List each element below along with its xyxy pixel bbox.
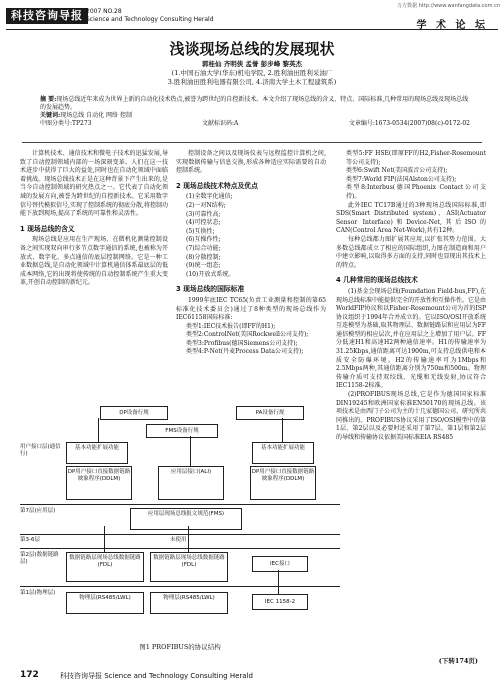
keywords-label: 关键词: <box>40 112 61 119</box>
section-3-heading: 3 现场总线的国际标准 <box>176 285 245 294</box>
basic-function-box-left: 基本功能扩展功能 <box>66 442 128 464</box>
not-used-label: 未使用 <box>170 537 187 543</box>
abstract-body: 现场总线近年来成为世界上新的自动化技术热点,被誉为跨世纪的自控新技术。本文介绍了现场总线的含义、特点、国际标准,几种常用的现场总线及现场总线的发展趋势。 <box>40 96 469 111</box>
iec-physical-box: IEC 1158-2 <box>252 594 308 610</box>
feature-item: (1)全数字化通信; <box>186 193 233 201</box>
affiliation-line-1: (1.中国石油大学(华东)机电学院, 2.胜利油田胜利采油厂 <box>171 69 333 77</box>
physical-layer-box-right: 物理层(RS485/LWL) <box>150 592 228 614</box>
section-name: 学 术 论 坛 <box>416 20 488 31</box>
column-1 <box>20 150 168 288</box>
page-number: 172 <box>20 670 39 680</box>
header-divider <box>6 29 498 30</box>
journal-issue <box>86 8 214 24</box>
standard-type-item: 类型8:Interbus(德国Phoenix Contact公司支持)。 <box>346 184 486 200</box>
author-names: 郭桂仙 齐明侠 孟誉 彭步峰 黎英杰 <box>201 60 303 68</box>
connector-line <box>104 526 105 552</box>
issue-number: 2007 NO.28 <box>86 8 122 15</box>
feature-item: (8)分散控制; <box>186 253 221 261</box>
keywords-line <box>40 112 470 120</box>
section-4-heading: 4 几种常用的现场总线技术 <box>336 276 418 285</box>
article-number: 文章编号:1673-0534(2007)08(c)-0172-02 <box>348 120 470 127</box>
feature-item: (10)开放式系统。 <box>186 270 235 278</box>
profibus-protocol-figure <box>20 404 340 636</box>
dp-user-interface-box: DP用户接口直接数据链路映象程序(DDLM) <box>66 466 132 500</box>
continued-note: (下转174页) <box>438 657 478 665</box>
feature-item: (3)可靠性高; <box>186 210 221 218</box>
paper-title: 浅谈现场总线的发展现状 <box>169 40 335 58</box>
fms-application-layer-box: 应用层现场总线报文规范(FMS) <box>130 508 242 530</box>
connector-line <box>190 436 191 466</box>
section-1-heading: 1 现场总线的含义 <box>20 224 75 233</box>
physical-layer-box-left: 物理层(RS485/LWL) <box>66 592 144 614</box>
column-2 <box>176 150 326 357</box>
page-footer <box>0 668 504 685</box>
connector-line <box>282 418 283 442</box>
layer-7-label: 第7层(应用层) <box>20 508 56 514</box>
dp-profile-box: DP设备行规 <box>100 406 168 420</box>
standard-type-item: 类型2:ControlNet(美国Rockwell公司支持); <box>186 331 309 339</box>
feature-item: (2)一对N结构; <box>186 201 226 209</box>
abstract-divider <box>22 142 482 143</box>
fms-profile-box: FMS设备行规 <box>146 424 218 438</box>
abstract-label: 摘 要: <box>40 96 57 103</box>
affiliation-line-2: 3.胜利油田胜利电器有限公司, 4.济南大学土木工程建筑系) <box>167 78 337 86</box>
standard-type-item: 类型1:IEC技术报告(即FF的H1); <box>186 322 276 330</box>
figure-caption: 图1 PROFIBUS的协议结构 <box>139 643 221 651</box>
journal-english-name: Science and Technology Consulting Herald <box>86 16 214 23</box>
document-code: 文献标识码:A <box>201 120 239 127</box>
user-interface-layer-label: 用户接口层(通信行) <box>20 444 61 457</box>
intro-paragraph: 计算机技术、通信技术和微电子技术的迅猛发展,导致了自动控制领域内部的一场深刻变革。人们在这一技术进步中获得了巨大的益处,同时也在自动化领域中面临着挑战。现场总线技术正是在这种背景下产生出来的,是当今自动控制领域的研究热点之一。它代表了自动化领域的发展方向,被誉为跨世纪的自控新技术。它采用数字信号替代模拟信号,实现了控制系统的彻底分散,将控制功能下放到现场,提高了系统的可靠性和灵活性。 <box>20 150 168 218</box>
feature-item: (7)综合功能; <box>186 244 221 252</box>
section-3-paragraph: 1999年底IEC TC65(负责工业测量和控制的第65标准化技术委员会)通过了8种类型的现场总线作为IEC61158国际标准: <box>176 296 326 322</box>
application-layer-interface-box: 应用层接口(ALI) <box>158 466 224 500</box>
data-link-layer-box-left: 数据链路层现场总线数据链路(FDL) <box>66 552 144 582</box>
layer-1-label: 第1层(物理层) <box>20 590 56 596</box>
layer-divider <box>20 504 340 505</box>
standard-type-item: 类型7:World FIP(法国Alston公司支持); <box>346 175 457 183</box>
keywords: 现场总线 自动化 网络 控制 <box>60 112 132 119</box>
footer-journal-name: 科技咨询导报 Science and Technology Consulting Herald <box>60 672 253 680</box>
connector-line <box>98 418 99 442</box>
section-1-paragraph: 现场总线是应用在生产现场、在微机化测量控制设备之间实现双向串行多节点数字通信的系统,也被称为开放式、数字化、多点通信的底层控制网络。它是一种工业数据总线,是自动化领域中计算机通信体系最底层的低成本网络,它的出现将使传统的自动控制系统产生重大变革,开创自动控制的新纪元。 <box>20 236 168 287</box>
feature-item: (4)可控状态; <box>186 219 221 227</box>
pa-profile-box: PA设备行规 <box>236 406 304 420</box>
feature-item: (5)互换性; <box>186 227 215 235</box>
journal-header <box>0 0 504 30</box>
section-2-heading: 2 现场总线技术特点及优点 <box>176 181 258 190</box>
standard-type-item: 类型6:Swift Net(美国波音公司支持); <box>346 167 448 175</box>
basic-function-box-right: 基本功能扩展功能 <box>252 442 314 464</box>
classification-line <box>40 120 470 128</box>
abstract-text <box>40 96 470 112</box>
data-link-layer-box-right: 数据链路层现场总线数据链路(FDL) <box>150 552 228 582</box>
author-block <box>0 60 504 87</box>
profibus-paragraph: (2)PROFIBUS现场总线,它是作为德国国家标准DIN19245和欧洲国家标准EN50170的现场总线。该项技术是由西门子公司为主的十几家德国公司、研究所共同推出的。PROFIBUS协议采用了ISO/OSI模型中的第1层、第2层以及必要时还采用了第7层。第1层和第2层的导线和传输协议依据美国标准EIA RS485 <box>336 391 487 441</box>
connector-line <box>188 526 189 552</box>
layer-divider <box>20 534 340 535</box>
feature-item: (9)统一组态; <box>186 262 221 270</box>
standard-type-item: 类型4:P-Net(丹麦Process Data公司支持); <box>186 348 304 356</box>
col3-paragraph-2: 每种总线都力图扩展其应用,以扩张其势力范围。大多数总线都成立了相应的国际组织,力图在制造商和用户中建立影响,以取得多方面的支持,同时也显现出其技术上的特点。 <box>336 235 486 269</box>
layer-3-6-label: 第3-6层 <box>20 537 40 543</box>
feature-item: (6)互操作性; <box>186 236 221 244</box>
layer-divider <box>20 586 340 587</box>
iec-interface-box: IEC接口 <box>252 556 308 572</box>
ff-paragraph: (1)基金会现场总线(Foundation Field-bus,FF),在现场总线标准中能提供完全的开放性和互操作性。它是由WorldFIP协议和以Fisher-Rosemount公司为首的ISP协议组织于1994年合并成立的。它以ISO/OSI开放系统互连模型为基础,取其物理层、数据链路层和应用层为FF通信模型的相应层次,并在应用层之上增加了用户层。FF分低速H1和高速H2两种通信速率。H1的传输速率为31.25Kbps,通信距离可达1900m,可支持总线供电和本质安全防爆环境。H2的传输速率可为1Mbps和2.5Mbps两种,其通信距离分别为750m和500m。物理传输介质可支持双绞线、光缆和无线发射,协议符合IEC1158-2标准。 <box>336 287 487 390</box>
watermark-url: 万方数据 http://www.wanfangdata.com.cn <box>397 3 500 9</box>
journal-logo: 科技咨询导报 <box>6 8 88 24</box>
column-3 <box>336 150 486 443</box>
standard-type-item: 类型3:Profibus(德国Siemens公司支持); <box>186 339 298 347</box>
standard-type-item: 类型5:FF HSE(即原FF的H2,Fisher-Rosemount等公司支持); <box>346 150 486 166</box>
connector-line <box>278 570 279 594</box>
dp-user-interface-box-right: DP用户接口直接数据链路映象程序(DDLM) <box>250 466 316 500</box>
col2-paragraph-1: 控制设备之间以及现场仪表与远程监控计算机之间,实现数据传输与信息交换,形成各种适应实际需要的自动控制系统。 <box>176 150 326 175</box>
abstract-block <box>40 96 470 128</box>
clc-number: 中图分类号:TP273 <box>40 120 92 127</box>
col3-paragraph-1: 此外IEC TC17B通过的3种现场总线国际标准,即SDS(Smart Distributed system)、ASI(Actuator Sensor Interface)和Device-Net,其后ISO的CAN(Control Area Net-Work),共有12种。 <box>336 201 486 235</box>
layer-2-label: 第2层(数据链路层) <box>20 552 59 565</box>
layer-divider <box>20 548 340 549</box>
